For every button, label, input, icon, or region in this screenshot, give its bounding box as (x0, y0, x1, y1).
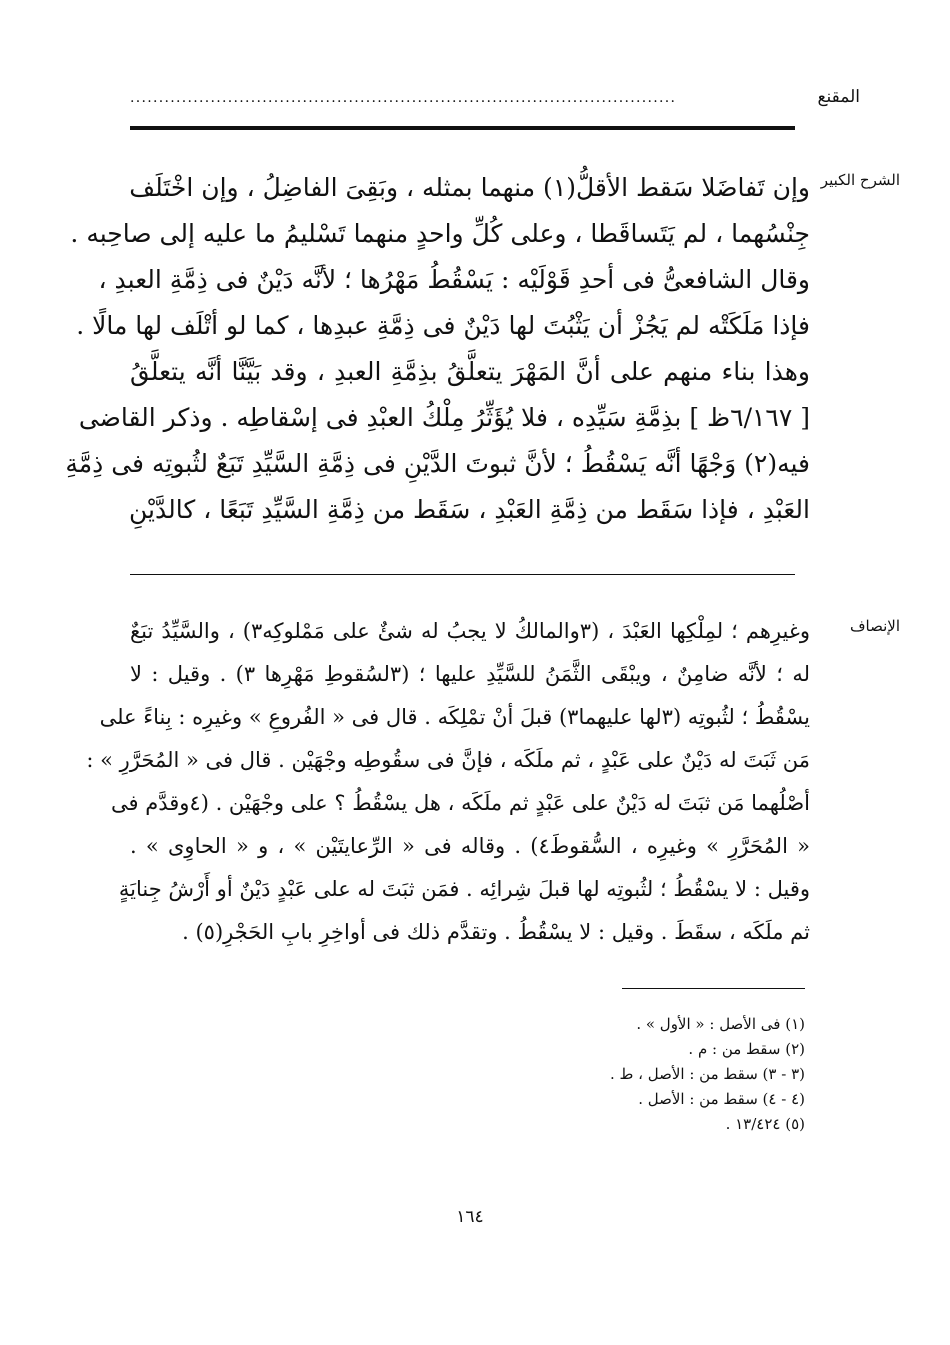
footnote: (٣ - ٣) سقط من : الأصل ، ط . (609, 1065, 805, 1083)
footnote: (٢) سقط من : م . (688, 1040, 805, 1058)
section-divider (130, 574, 795, 575)
sharh-line: جِنْسُهما ، لم يَتَساقَطا ، وعلى كُلِّ واحدٍ منهما تَسْليمُ ما عليه إلى صاحِبه . (70, 219, 810, 248)
insaf-line: ثم ملَكَه ، سقَطَ . وقيل : لا يسْقُطُ . وتقدَّم ذلك فى أواخِرِ بابِ الحَجْرِ(٥) . (182, 920, 810, 944)
sharh-line: وقال الشافعىُّ فى أحدِ قَوْلَيْه : يَسْقُطُ مَهْرُها ؛ لأنَّه دَيْنٌ فى ذِمَّةِ العبدِ ، (98, 265, 810, 294)
running-title: المقنع (817, 87, 860, 107)
insaf-line: له ؛ لأنَّه ضامِنٌ ، ويبْقَى الثَّمَنُ للسَّيِّدِ عليها ؛ (٣لسُقوطِ مَهْرِها ٣) . وقيل : لا (130, 662, 810, 686)
sharh-text-block (65, 165, 810, 533)
insaf-line: وغيرِهم ؛ لمِلْكِها العَبْدَ ، (٣والمالكُ لا يجبُ له شئٌ على مَمْلوكِه٣) ، والسَّيِّدُ تبَعٌ (130, 619, 810, 643)
insaf-text-block (86, 610, 810, 954)
insaf-line: وقيل : لا يسْقُطُ ؛ لثُبوتِه لها قبلَ شِرائِه . فمَن ثبَتَ له على عَبْدٍ دَيْنٌ أو أَرْشُ جِنايَةٍ (118, 877, 810, 901)
sharh-line: فيه(٢) وَجْهًا أنَّه يَسْقُطُ ؛ لأنَّ ثبوتَ الدَّيْنِ فى ذِمَّةِ السَّيِّدِ تَبَعٌ لثُبوتِه فى ذِمَّةِ (65, 449, 810, 478)
footnote-separator (622, 988, 805, 989)
sharh-line: [ ٦/١٦٧ظ ] بذِمَّةِ سَيِّدِه ، فلا يُؤَثِّرُ مِلْكُ العبْدِ فى إسْقاطِه . وذكر القاضى (78, 403, 810, 432)
footnotes (560, 1012, 805, 1137)
footnote: (١) فى الأصل : « الأول » . (636, 1015, 805, 1033)
section-label-insaf: الإنصاف (849, 617, 900, 635)
insaf-line: « المُحَرَّرِ » وغيرِه ، السُّقوطَ٤) . وقاله فى « الرِّعايتَيْن » ، و « الحاوِى » . (130, 834, 810, 858)
section-label-sharh: الشرح الكبير (820, 171, 900, 189)
header-rule (130, 126, 795, 130)
header-dotted-leader: ............................................................................................... (130, 90, 677, 106)
insaf-line: يسْقُطُ ؛ لثُبوتِه (٣لها عليهما٣) قبلَ أنْ تمْلِكَه . قال فى « الفُروعِ » وغيرِه : بِناءً على (99, 705, 810, 729)
sharh-line: وهذا بناء منهم على أنَّ المَهْرَ يتعلَّقُ بذِمَّةِ العبدِ ، وقد بَيَّنَّا أنَّه يتعلَّقُ (130, 357, 810, 386)
footnote: (٥) ١٣/٤٢٤ . (725, 1115, 805, 1133)
footnote: (٤ - ٤) سقط من : الأصل . (638, 1090, 805, 1108)
insaf-line: أصْلُهما مَن ثبَتَ له دَيْنٌ على عَبْدٍ ثم ملَكَه ، هل يسْقُطُ ؟ على وجْهَيْن . (٤وقدَّم فى (111, 791, 810, 815)
sharh-line: فإذا مَلَكَتْه لم يَجُزْ أن يَثْبُتَ لها دَيْنٌ فى ذِمَّةِ عبدِها ، كما لو أتْلَف لها مالًا . (76, 311, 810, 340)
sharh-line: العَبْدِ ، فإذا سَقَط من ذِمَّةِ العَبْدِ ، سَقَط من ذِمَّةِ السَّيِّدِ تَبَعًا ، كالدَّيْنِ (129, 495, 810, 524)
sharh-line: وإن تَفاضَلا سَقط الأقلُّ(١) منهما بمثله ، وبَقِىَ الفاضِلُ ، وإن اخْتَلَف (129, 173, 810, 202)
page-number: ١٦٤ (456, 1207, 484, 1227)
insaf-line: مَن ثَبَتَ له دَيْنٌ على عَبْدٍ ، ثم ملَكَه ، فإنَّ فى سقُوطِه وجْهَيْن . قال فى « المُحَرَّرِ » : (86, 748, 810, 772)
